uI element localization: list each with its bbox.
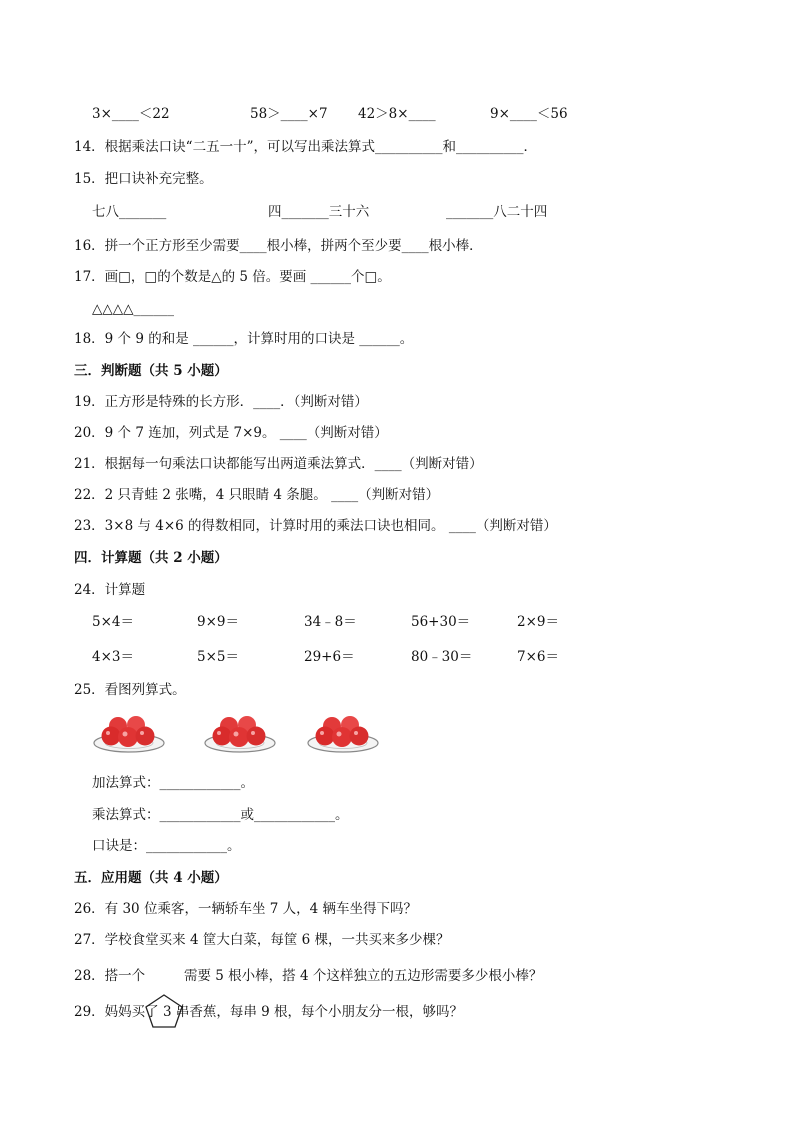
- question-28-start: 28．搭一个: [74, 968, 146, 984]
- rhyme-blank-2: 四_______三十六: [268, 204, 370, 220]
- question-27: 27．学校食堂买来 4 筐大白菜，每筐 6 棵，一共买来多少棵？: [74, 932, 450, 948]
- fill-item-1: 3×____＜22: [92, 106, 170, 122]
- section-5-heading: 五．应用题（共 4 小题）: [74, 870, 228, 886]
- section-4-heading: 四．计算题（共 2 小题）: [74, 550, 228, 566]
- calc-item: 34﹣8＝: [304, 614, 357, 630]
- question-26: 26．有 30 位乘客，一辆轿车坐 7 人，4 辆车坐得下吗？: [74, 901, 417, 917]
- question-17: 17．画□，□的个数是△的 5 倍。要画 ______个□。: [74, 269, 391, 285]
- question-21: 21．根据每一句乘法口诀都能写出两道乘法算式．____（判断对错）: [74, 456, 483, 472]
- rhyme-blank-3: _______八二十四: [446, 204, 548, 220]
- calc-item: 4×3＝: [92, 649, 134, 665]
- pentagon-icon: [144, 957, 184, 1047]
- question-22: 22．2 只青蛙 2 张嘴，4 只眼睛 4 条腿。 ____（判断对错）: [74, 487, 440, 503]
- calc-item: 9×9＝: [197, 614, 239, 630]
- question-15: 15．把口诀补充完整。: [74, 171, 213, 187]
- section-3-heading: 三．判断题（共 5 小题）: [74, 363, 228, 379]
- calc-item: 2×9＝: [517, 614, 559, 630]
- question-23: 23．3×8 与 4×6 的得数相同，计算时用的乘法口诀也相同。 ____（判断对错）: [74, 518, 557, 534]
- apple-plate-image-1: [92, 710, 166, 756]
- q25-rhyme-line: 口诀是：____________。: [92, 838, 241, 854]
- question-16: 16．拼一个正方形至少需要____根小棒，拼两个至少要____根小棒．: [74, 238, 483, 254]
- calc-item: 5×4＝: [92, 614, 134, 630]
- question-29: 29．妈妈买了 3 串香蕉，每串 9 根，每个小朋友分一根，够吗？: [74, 1004, 464, 1020]
- rhyme-blank-1: 七八_______: [92, 204, 167, 220]
- q25-addition-line: 加法算式：____________。: [92, 775, 254, 791]
- calc-item: 56+30＝: [411, 614, 471, 630]
- question-14: 14．根据乘法口诀“二五一十”，可以写出乘法算式__________和__________．: [74, 139, 537, 155]
- fill-item-4: 9×____＜56: [490, 106, 568, 122]
- question-20: 20．9 个 7 连加，列式是 7×9。 ____（判断对错）: [74, 425, 388, 441]
- fill-item-3: 42＞8×____: [358, 106, 436, 122]
- calc-item: 80﹣30＝: [411, 649, 473, 665]
- question-19: 19．正方形是特殊的长方形．____．（判断对错）: [74, 394, 368, 410]
- apple-plate-image-3: [306, 710, 380, 756]
- question-18: 18．9 个 9 的和是 ______，计算时用的口诀是 ______。: [74, 331, 414, 347]
- question-28-end: 需要 5 根小棒，搭 4 个这样独立的五边形需要多少根小棒？: [184, 968, 543, 984]
- calc-item: 29+6＝: [304, 649, 355, 665]
- apple-plate-image-2: [203, 710, 277, 756]
- question-17-triangles: △△△△______: [92, 301, 175, 317]
- question-25: 25．看图列算式。: [74, 682, 186, 698]
- question-24: 24．计算题: [74, 582, 146, 598]
- calc-item: 7×6＝: [517, 649, 559, 665]
- q25-multiplication-line: 乘法算式：____________或____________。: [92, 807, 349, 823]
- calc-item: 5×5＝: [197, 649, 239, 665]
- fill-item-2: 58＞____×7: [250, 106, 328, 122]
